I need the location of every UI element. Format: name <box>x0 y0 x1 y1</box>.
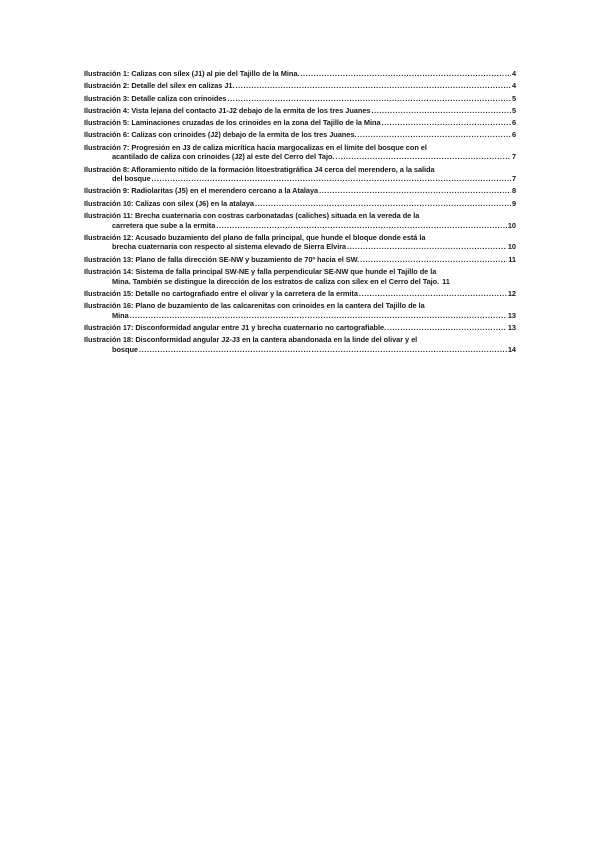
entry-page-number: 10 <box>507 242 516 252</box>
entry-label: Ilustración 14: <box>84 267 134 277</box>
dot-leader <box>227 94 510 104</box>
entry-page-number: 10 <box>507 220 516 230</box>
toc-entry[interactable] <box>84 165 516 184</box>
entry-page-number: 7 <box>511 174 516 184</box>
entry-page-number: 11 <box>508 254 516 264</box>
entry-title: Plano de falla dirección SE-NW y buzamiento de 70º hacia el SW. <box>135 254 360 264</box>
entry-title: Disconformidad angular entre J1 y brecha cuaternario no cartografiable. <box>135 323 387 333</box>
table-of-figures <box>84 69 516 357</box>
entry-title-line2: carretera que sube a la ermita <box>112 220 216 230</box>
entry-title: Detalle caliza con crinoides <box>131 93 227 103</box>
entry-label: Ilustración 6: <box>84 130 130 140</box>
entry-title: Laminaciones cruzadas de los crinoides en la zona del Tajillo de la Mina <box>131 118 381 128</box>
entry-title: Detalle no cartografiado entre el olivar y la carretera de la ermita <box>135 288 358 298</box>
entry-page-number: 5 <box>511 93 516 103</box>
entry-title-line1: Acusado buzamiento del plano de falla principal, que hunde el bloque donde está la <box>135 232 426 242</box>
entry-page-number: 4 <box>511 81 516 91</box>
dot-leader <box>139 345 507 355</box>
dot-leader <box>152 174 511 184</box>
entry-label: Ilustración 1: <box>84 69 130 78</box>
toc-entry[interactable] <box>84 106 516 116</box>
toc-entry[interactable] <box>84 143 516 162</box>
entry-page-number: 9 <box>511 198 516 208</box>
entry-title-line1: Brecha cuaternaria con costras carbonatadas (caliches) situada en la vereda de la <box>134 211 420 220</box>
entry-page-number: 5 <box>511 105 516 115</box>
entry-title: Calizas con sílex (J6) en la atalaya <box>135 198 254 208</box>
entry-label: Ilustración 15: <box>84 288 134 298</box>
toc-entry[interactable] <box>84 118 516 128</box>
toc-entry[interactable] <box>84 130 516 140</box>
entry-page-number: 14 <box>507 344 516 354</box>
entry-label: Ilustración 7: <box>84 142 130 152</box>
entry-title-line1: Sistema de falla principal SW-NE y falla perpendicular SE-NW que hunde el Tajillo de la <box>135 267 437 277</box>
toc-entry[interactable] <box>84 69 516 79</box>
entry-title: Vista lejana del contacto J1-J2 debajo de la ermita de los tres Juanes <box>131 105 371 115</box>
dot-leader <box>359 289 507 299</box>
entry-title-line1: Afloramiento nítido de la formación litoestratigráfica J4 cerca del merendero, a la salida <box>131 164 435 174</box>
toc-entry[interactable] <box>84 94 516 104</box>
entry-label: Ilustración 5: <box>84 118 130 128</box>
entry-label: Ilustración 11: <box>84 211 133 220</box>
entry-title-line2: brecha cuaternaria con respecto al sistema elevado de Sierra Elvira <box>112 242 347 252</box>
dot-leader <box>387 323 507 333</box>
entry-label: Ilustración 17: <box>84 323 134 333</box>
toc-entry[interactable] <box>84 255 516 265</box>
entry-title: Calizas con crinoides (J2) debajo de la ermita de los tres Juanes. <box>131 130 357 140</box>
entry-title-line1: Progresión en J3 de caliza micrítica hacia margocalizas en el límite del bosque con el <box>131 142 427 152</box>
toc-entry[interactable] <box>84 81 516 91</box>
toc-entry[interactable] <box>84 301 516 320</box>
dot-leader <box>319 186 511 196</box>
entry-page-number: 8 <box>511 186 516 196</box>
entry-title: Radiolaritas (J5) en el merendero cercano a la Atalaya <box>131 186 319 196</box>
entry-title-line2: bosque <box>112 344 138 354</box>
entry-label: Ilustración 13: <box>84 254 134 264</box>
entry-title-line2: Mina <box>112 310 129 320</box>
dot-leader <box>255 199 511 209</box>
entry-title: Detalle del sílex en calizas J1. <box>131 81 235 91</box>
entry-page-number: 13 <box>507 323 516 333</box>
dot-leader <box>357 130 511 140</box>
toc-entry[interactable] <box>84 323 516 333</box>
entry-title-line2: del bosque <box>112 174 151 184</box>
dot-leader <box>216 221 507 231</box>
entry-label: Ilustración 16: <box>84 301 134 311</box>
entry-label: Ilustración 12: <box>84 232 134 242</box>
toc-entry[interactable] <box>84 199 516 209</box>
dot-leader <box>382 118 511 128</box>
entry-label: Ilustración 9: <box>84 186 130 196</box>
dot-leader <box>130 311 507 321</box>
dot-leader <box>371 106 511 116</box>
entry-label: Ilustración 8: <box>84 164 130 174</box>
entry-title-line1: Plano de buzamiento de las calcarenitas con crinoides en la cantera del Tajillo de la <box>135 301 425 311</box>
entry-page-number: 4 <box>511 69 516 78</box>
entry-label: Ilustración 10: <box>84 198 134 208</box>
entry-title: Calizas con sílex (J1) al pie del Tajillo de la Mina. <box>131 69 300 78</box>
entry-page-number: 12 <box>507 288 516 298</box>
dot-leader <box>235 81 510 91</box>
toc-entry[interactable] <box>84 267 516 286</box>
entry-title-line1: Disconformidad angular J2-J3 en la cantera abandonada en la linde del olivar y el <box>135 335 418 345</box>
dot-leader <box>360 255 507 265</box>
entry-title-line2: Mina. También se distingue la dirección de los estratos de caliza con sílex en el Cerro del Tajo. <box>112 276 440 286</box>
entry-page-number: 7 <box>511 152 516 162</box>
entry-page-number: 6 <box>511 118 516 128</box>
entry-label: Ilustración 3: <box>84 93 130 103</box>
entry-title-line2: acantilado de caliza con crinoides (J2) al este del Cerro del Tajo. <box>112 152 335 162</box>
toc-entry[interactable] <box>84 289 516 299</box>
entry-page-number: 13 <box>507 310 516 320</box>
toc-entry[interactable] <box>84 186 516 196</box>
entry-label: Ilustración 4: <box>84 105 130 115</box>
entry-label: Ilustración 2: <box>84 81 130 91</box>
toc-entry[interactable] <box>84 233 516 252</box>
toc-entry[interactable] <box>84 211 516 230</box>
entry-page-number: 6 <box>511 130 516 140</box>
dot-leader <box>300 69 511 79</box>
dot-leader <box>335 152 511 162</box>
toc-entry[interactable] <box>84 335 516 354</box>
dot-leader <box>347 242 507 252</box>
entry-label: Ilustración 18: <box>84 335 134 345</box>
entry-page-number: 11 <box>442 276 450 286</box>
